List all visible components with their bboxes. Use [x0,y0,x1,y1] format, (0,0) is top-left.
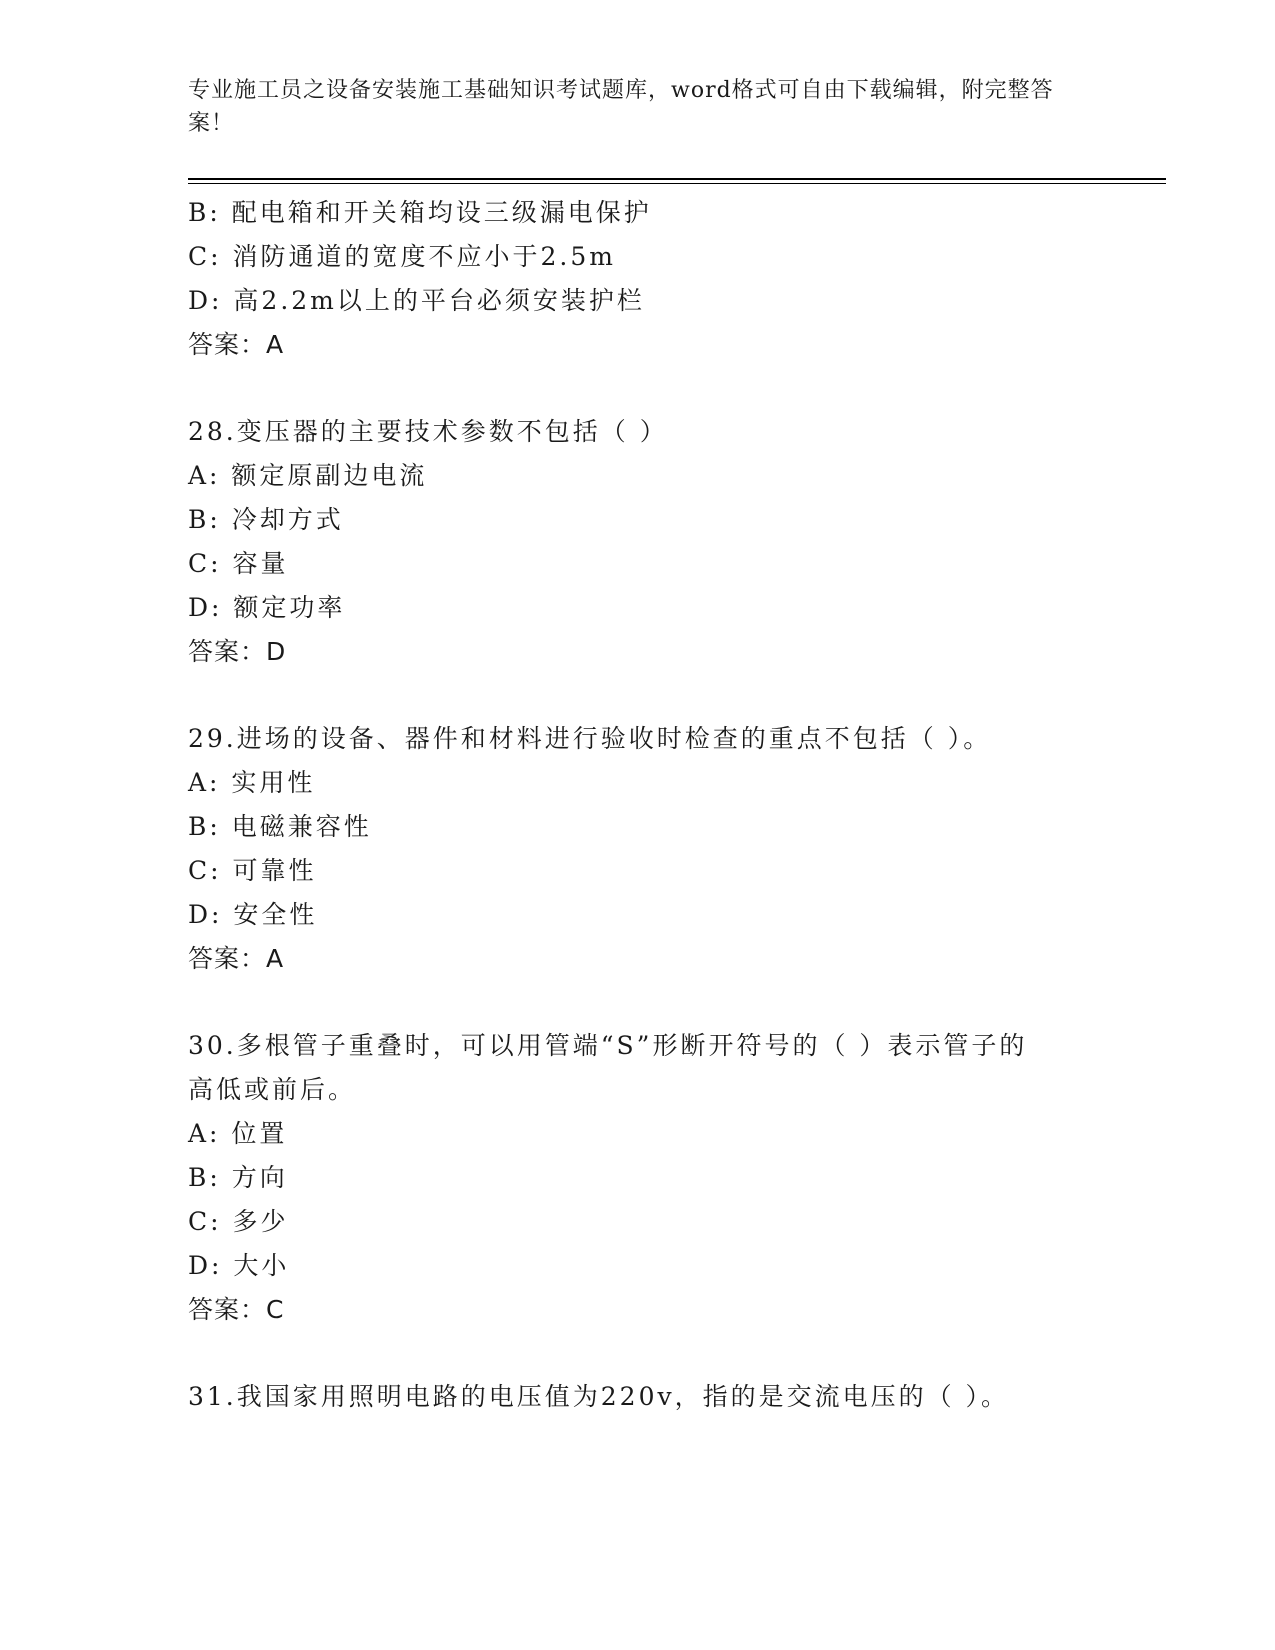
q30-option-b: B: 方向 [188,1163,288,1192]
q27-option-c: C: 消防通道的宽度不应小于2.5m [188,242,616,271]
q28-stem: 28.变压器的主要技术参数不包括（ ） [188,417,668,446]
q29-option-c: C: 可靠性 [188,856,317,885]
q28-answer: 答案：D [188,637,287,666]
q28-option-b: B: 冷却方式 [188,505,344,534]
q30-option-d: D: 大小 [188,1251,290,1280]
q30-stem-line1: 30.多根管子重叠时，可以用管端“S”形断开符号的（ ）表示管子的 [188,1031,1028,1060]
q29-option-b: B: 电磁兼容性 [188,812,372,841]
q31-stem: 31.我国家用照明电路的电压值为220v，指的是交流电压的（ ）。 [188,1382,1010,1411]
q28-option-d: D: 额定功率 [188,593,346,622]
q30-answer: 答案：C [188,1295,285,1324]
q27-option-d: D: 高2.2m以上的平台必须安装护栏 [188,286,645,315]
q30-option-a: A: 位置 [188,1119,288,1148]
q29-stem: 29.进场的设备、器件和材料进行验收时检查的重点不包括（ ）。 [188,724,992,753]
q30-stem-line2: 高低或前后。 [188,1075,357,1104]
q27-answer: 答案：A [188,330,285,359]
document-header: 专业施工员之设备安装施工基础知识考试题库，word格式可自由下载编辑，附完整答案！ [188,78,1054,136]
q29-option-d: D: 安全性 [188,900,318,929]
q30-option-c: C: 多少 [188,1207,289,1236]
q28-option-a: A: 额定原副边电流 [188,461,428,490]
q27-option-b: B: 配电箱和开关箱均设三级漏电保护 [188,198,652,227]
header-divider-thick [188,178,1166,180]
q28-option-c: C: 容量 [188,549,289,578]
header-divider-thin [188,183,1166,184]
q29-answer: 答案：A [188,944,285,973]
q29-option-a: A: 实用性 [188,768,316,797]
